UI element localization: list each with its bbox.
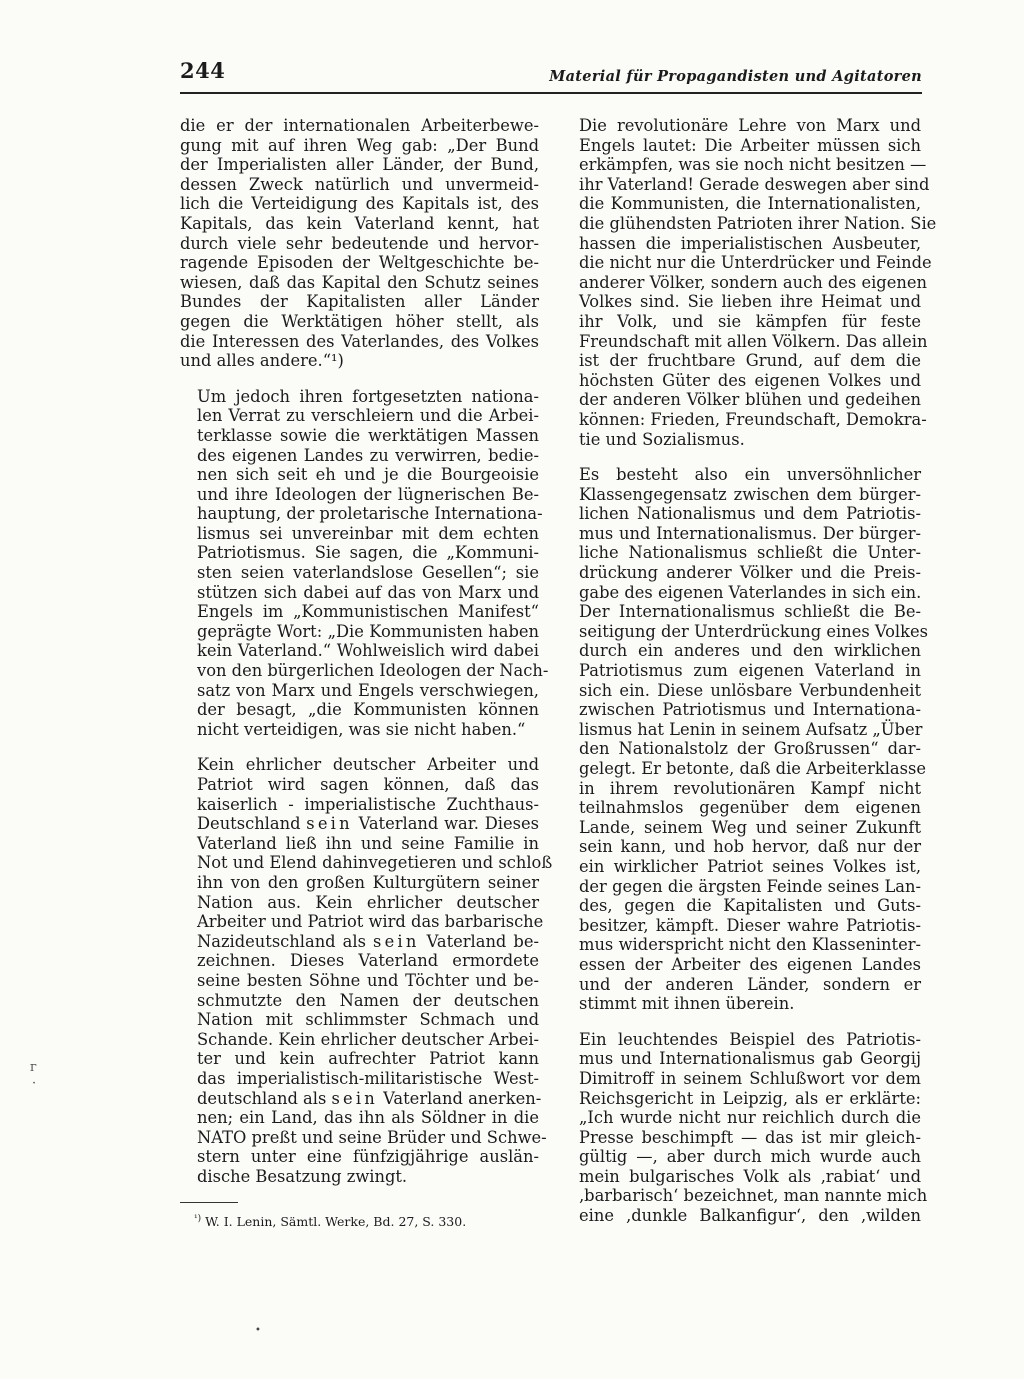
text-line: kaiserlich - imperialistische Zuchthaus- xyxy=(197,794,539,814)
text-line: durch viele sehr bedeutende und hervor- xyxy=(180,233,539,253)
text-line: lismus sei unvereinbar mit dem echten xyxy=(197,523,539,543)
text-line: in ihrem revolutionären Kampf nicht xyxy=(579,778,921,798)
text-line: und der anderen Länder, sondern er xyxy=(579,974,921,994)
text-line: zeichnen. Dieses Vaterland ermordete xyxy=(197,951,539,971)
text-line: seitigung der Unterdrückung eines Volkes xyxy=(579,621,928,641)
text-line: Kapitals, das kein Vaterland kennt, hat xyxy=(180,213,539,233)
text-segment: Nazideutschland als xyxy=(197,931,366,951)
text-line: geprägte Wort: „Die Kommunisten haben xyxy=(197,621,539,641)
text-line: Engels im „Kommunistischen Manifest“ xyxy=(197,602,539,622)
text-line: dische Besatzung zwingt. xyxy=(197,1166,408,1186)
text-line: sten seien vaterlandslose Gesellen“; sie xyxy=(197,563,539,583)
text-line: hassen die imperialistischen Ausbeuter, xyxy=(579,233,921,253)
text-line: Klassengegensatz zwischen dem bürger- xyxy=(579,484,921,504)
text-line: anderer Völker, sondern auch des eigenen xyxy=(579,272,927,292)
text-line: des eigenen Landes zu verwirren, bedie- xyxy=(197,445,539,465)
text-line: eine ‚dunkle Balkanfigur‘, den ‚wilden xyxy=(579,1206,921,1226)
text-line: sein kann, und hob hervor, daß nur der xyxy=(579,837,921,857)
left-column xyxy=(180,116,553,1231)
text-line: nen; ein Land, das ihn als Söldner in die xyxy=(197,1108,539,1128)
text-line: durch ein anderes und den wirklichen xyxy=(579,641,921,661)
text-line: des, gegen die Kapitalisten und Guts- xyxy=(579,896,921,916)
text-line: Dimitroff in seinem Schlußwort vor dem xyxy=(579,1068,921,1088)
text-line: nicht verteidigen, was sie nicht haben.“ xyxy=(197,719,526,739)
text-line: ist der fruchtbare Grund, auf dem die xyxy=(579,351,921,371)
text-line: zwischen Patriotismus und Internationa- xyxy=(579,700,921,720)
text-line: „Ich wurde nicht nur reichlich durch die xyxy=(579,1108,921,1128)
text-line: nen sich seit eh und je die Bourgeoisie xyxy=(197,465,539,485)
text-line: erkämpfen, was sie noch nicht besitzen — xyxy=(579,155,927,175)
text-line: gabe des eigenen Vaterlandes in sich ein. xyxy=(579,582,922,602)
text-line: Ein leuchtendes Beispiel des Patriotis- xyxy=(579,1029,921,1049)
text-line: tie und Sozialismus. xyxy=(579,429,745,449)
text-line: ‚barbarisch‘ bezeichnet, man nannte mich xyxy=(579,1186,928,1206)
text-line: die glühendsten Patrioten ihrer Nation. Sie xyxy=(579,213,937,233)
text-line: Patriotismus zum eigenen Vaterland in xyxy=(579,661,921,681)
text-line: drückung anderer Völker und die Preis- xyxy=(579,563,921,583)
footnote-divider xyxy=(180,1202,238,1203)
text-line: stimmt mit ihnen überein. xyxy=(579,994,795,1014)
text-line: lismus hat Lenin in seinem Aufsatz „Über xyxy=(579,719,923,739)
text-line: len Verrat zu verschleiern und die Arbei- xyxy=(197,406,539,426)
text-line: NATO preßt und seine Brüder und Schwe- xyxy=(197,1127,547,1147)
text-line: von den bürgerlichen Ideologen der Nach- xyxy=(197,661,549,681)
text-line: ragende Episoden der Weltgeschichte be- xyxy=(180,253,539,273)
text-line: gelegt. Er betonte, daß die Arbeiterklasse xyxy=(579,759,926,778)
text-line: stützen sich dabei auf das von Marx und xyxy=(197,582,539,602)
text-segment: Vaterland anerken- xyxy=(383,1088,542,1108)
text-line: mus und Internationalismus. Der bürger- xyxy=(579,523,921,543)
page-number: 244 xyxy=(180,58,226,83)
text-line: die nicht nur die Unterdrücker und Feinde xyxy=(579,253,932,273)
text-line: Arbeiter und Patriot wird das barbarische xyxy=(197,912,544,932)
text-line: Lande, seinem Weg und seiner Zukunft xyxy=(579,817,921,837)
paragraph xyxy=(180,755,553,1186)
text-line: höchsten Güter des eigenen Volkes und xyxy=(579,370,921,390)
text-line xyxy=(180,814,539,834)
text-line: liche Nationalismus schließt die Unter- xyxy=(579,543,921,563)
text-line: Presse beschimpft — das ist mir gleich- xyxy=(579,1127,921,1147)
text-line: terklasse sowie die werktätigen Massen xyxy=(197,425,539,445)
text-segment: deutschland als xyxy=(197,1088,327,1108)
text-line: Nation aus. Kein ehrlicher deutscher xyxy=(197,892,539,912)
text-line: Engels lautet: Die Arbeiter müssen sich xyxy=(579,135,921,155)
paragraph xyxy=(562,116,937,449)
text-line: wiesen, daß das Kapital den Schutz seines xyxy=(180,272,539,292)
scan-mark: · xyxy=(32,1076,37,1091)
text-line: seine besten Söhne und Töchter und be- xyxy=(197,970,539,990)
paragraph xyxy=(562,1029,928,1226)
text-line: das imperialistisch-militaristische West- xyxy=(197,1068,539,1088)
text-line: Freundschaft mit allen Völkern. Das allein xyxy=(579,331,928,351)
spaced-emphasis: sein xyxy=(306,814,353,834)
footnote-text: W. I. Lenin, Sämtl. Werke, Bd. 27, S. 330. xyxy=(205,1214,467,1230)
text-line xyxy=(180,1088,542,1109)
spaced-emphasis: sein xyxy=(373,931,420,951)
text-line: der anderen Völker blühen und gedeihen xyxy=(579,390,921,410)
text-line: lichen Nationalismus und dem Patriotis- xyxy=(579,504,921,524)
text-line: die Interessen des Vaterlandes, des Volkes xyxy=(180,331,539,351)
text-segment: Deutschland xyxy=(197,814,301,834)
text-line: und alles andere.“¹) xyxy=(180,351,344,371)
text-line: kein Vaterland.“ Wohlweislich wird dabei xyxy=(197,641,539,661)
text-line: stern unter eine fünfzigjährige auslän- xyxy=(197,1147,539,1167)
page-header xyxy=(180,58,922,94)
text-line: Vaterland ließ ihn und seine Familie in xyxy=(197,833,539,853)
text-line: Schande. Kein ehrlicher deutscher Arbei- xyxy=(197,1029,540,1049)
text-line: ter und kein aufrechter Patriot kann xyxy=(197,1049,539,1069)
text-line: Es besteht also ein unversöhnlicher xyxy=(579,465,921,485)
text-line: Die revolutionäre Lehre von Marx und xyxy=(579,116,921,135)
text-line: Patriotismus. Sie sagen, die „Kommuni- xyxy=(197,543,539,563)
text-line: schmutzte den Namen der deutschen xyxy=(197,990,539,1010)
footnote-marker: ¹) xyxy=(194,1214,202,1225)
text-line: satz von Marx und Engels verschwiegen, xyxy=(197,680,539,700)
text-line: Patriot wird sagen können, daß das xyxy=(197,775,539,794)
text-line: Der Internationalismus schließt die Be- xyxy=(579,602,921,622)
text-line: teilnahmslos gegenüber dem eigenen xyxy=(579,798,921,818)
text-line: mus und Internationalismus gab Georgij xyxy=(579,1049,921,1069)
text-line: Um jedoch ihren fortgesetzten nationa- xyxy=(197,386,539,406)
right-column xyxy=(562,116,937,1242)
text-line: Volkes sind. Sie lieben ihre Heimat und xyxy=(579,292,921,312)
scan-mark: ᴦ xyxy=(30,1060,37,1075)
scan-mark: • xyxy=(255,1325,261,1336)
text-line: besitzer, kämpft. Dieser wahre Patriotis- xyxy=(579,915,921,935)
spaced-emphasis: sein xyxy=(331,1088,378,1108)
text-line: ihr Vaterland! Gerade deswegen aber sind xyxy=(579,174,930,194)
text-line: hauptung, der proletarische Internationa- xyxy=(197,504,543,524)
footnote xyxy=(180,1211,539,1230)
text-line: dessen Zweck natürlich und unvermeid- xyxy=(180,174,539,194)
text-line: gung mit auf ihren Weg gab: „Der Bund xyxy=(180,135,539,155)
text-line: sich ein. Diese unlösbare Verbundenheit xyxy=(579,680,921,700)
text-line: können: Frieden, Freundschaft, Demokra- xyxy=(579,409,927,429)
text-line: ihn von den großen Kulturgütern seiner xyxy=(197,872,539,892)
text-line xyxy=(180,932,539,952)
text-line: der besagt, „die Kommunisten können xyxy=(197,700,539,720)
text-segment: Vaterland war. Dieses xyxy=(358,814,539,834)
paragraph xyxy=(180,386,549,740)
text-line: Kein ehrlicher deutscher Arbeiter und xyxy=(197,755,539,775)
text-line: ihr Volk, und sie kämpfen für feste xyxy=(579,311,921,331)
text-line: Reichsgericht in Leipzig, als er erklärte: xyxy=(579,1088,921,1108)
text-line: die Kommunisten, die Internationalisten, xyxy=(579,194,921,214)
paragraph xyxy=(180,116,539,371)
running-title: Material für Propagandisten und Agitatoren xyxy=(549,68,922,85)
text-line: gegen die Werktätigen höher stellt, als xyxy=(180,311,539,331)
text-line: den Nationalstolz der Großrussen“ dar- xyxy=(579,739,921,759)
text-line: der gegen die ärgsten Feinde seines Lan- xyxy=(579,876,921,896)
text-line: gültig —, aber durch mich wurde auch xyxy=(579,1147,921,1167)
text-line: essen der Arbeiter des eigenen Landes xyxy=(579,954,921,974)
text-line: Not und Elend dahinvegetieren und schloß xyxy=(197,853,553,873)
text-line: der Imperialisten aller Länder, der Bund, xyxy=(180,155,539,175)
text-line: und ihre Ideologen der lügnerischen Be- xyxy=(197,484,539,504)
text-line: mein bulgarisches Volk als ‚rabiat‘ und xyxy=(579,1166,921,1186)
paragraph xyxy=(562,465,928,1014)
text-line: die er der internationalen Arbeiterbewe- xyxy=(180,116,539,135)
text-line: Nation mit schlimmster Schmach und xyxy=(197,1010,539,1030)
text-line: lich die Verteidigung des Kapitals ist, des xyxy=(180,194,539,214)
text-line: Bundes der Kapitalisten aller Länder xyxy=(180,292,539,312)
text-segment: Vaterland be- xyxy=(426,931,539,951)
text-line: mus widerspricht nicht den Klasseninter- xyxy=(579,935,921,955)
text-line: ein wirklicher Patriot seines Volkes ist, xyxy=(579,856,921,876)
